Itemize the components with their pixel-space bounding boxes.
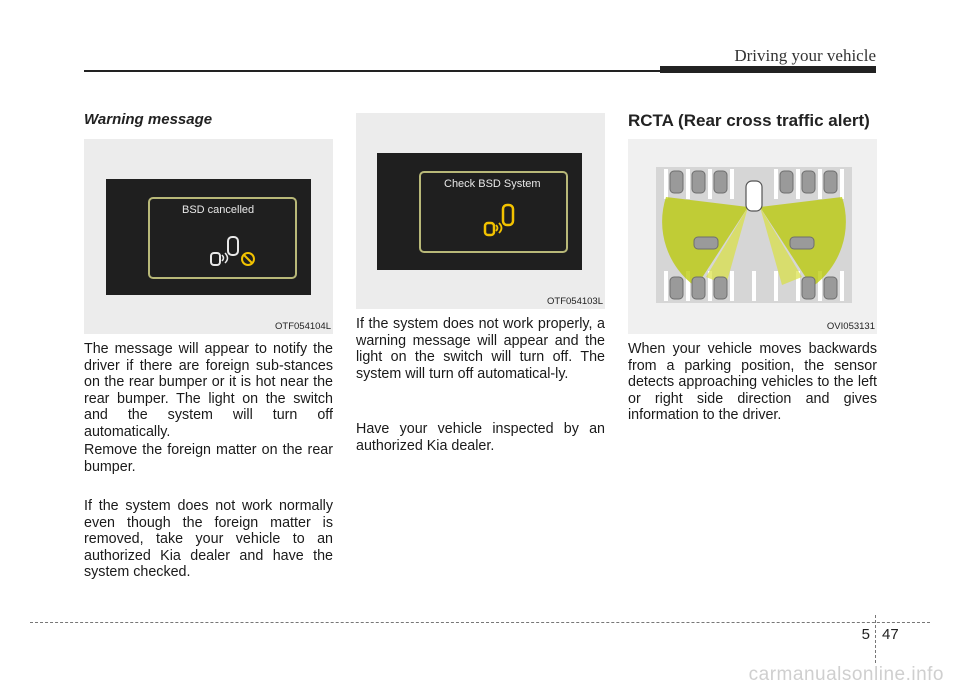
lcd-display xyxy=(419,171,568,253)
page-number: 47 xyxy=(882,626,899,643)
parking-lot-diagram xyxy=(656,167,852,303)
instrument-cluster xyxy=(377,153,582,270)
left-para-1: The message will appear to notify the driver if there are foreign sub-stances on the rear bumper or it is hot near the rear bumper. The light on the switch and the system will turn off automatically. xyxy=(84,341,333,440)
middle-para-2: Have your vehicle inspected by an authorized Kia dealer. xyxy=(356,421,605,454)
bsd-car-icon xyxy=(202,231,272,273)
middle-para-1: If the system does not work properly, a warning message will appear and the light on the switch will turn off. The system will turn off automatical-ly. xyxy=(356,316,605,382)
section-title: Driving your vehicle xyxy=(734,46,876,65)
display-message: BSD cancelled xyxy=(182,204,255,216)
footer-divider xyxy=(875,615,876,663)
figure-rcta-diagram xyxy=(628,139,877,334)
heading-rcta: RCTA (Rear cross traffic alert) xyxy=(628,111,870,130)
left-para-3: If the system does not work normally even though the foreign matter is removed, take your vehicle to an authorized Kia dealer and have the system checked. xyxy=(84,498,333,580)
display-message: Check BSD System xyxy=(444,178,541,190)
watermark: carmanualsonline.info xyxy=(748,664,944,685)
figure-code: OTF054104L xyxy=(275,321,331,332)
figure-code: OVI053131 xyxy=(826,321,875,332)
bsd-warning-icon xyxy=(473,201,543,247)
figure-check-bsd-system xyxy=(356,113,605,309)
lcd-display xyxy=(148,197,297,279)
figure-code: OTF054103L xyxy=(547,296,603,307)
right-para-1: When your vehicle moves backwards from a parking position, the sensor detects approaching vehicles to the left or right side direction and gives information to the driver. xyxy=(628,341,877,423)
footer-rule xyxy=(30,622,930,623)
left-para-2: Remove the foreign matter on the rear bumper. xyxy=(84,442,333,475)
chapter-number: 5 xyxy=(861,626,870,643)
header-rule xyxy=(84,70,660,72)
header-bar xyxy=(660,66,876,73)
instrument-cluster xyxy=(106,179,311,295)
subheading-warning-message: Warning message xyxy=(84,111,213,128)
figure-bsd-cancelled xyxy=(84,139,333,334)
